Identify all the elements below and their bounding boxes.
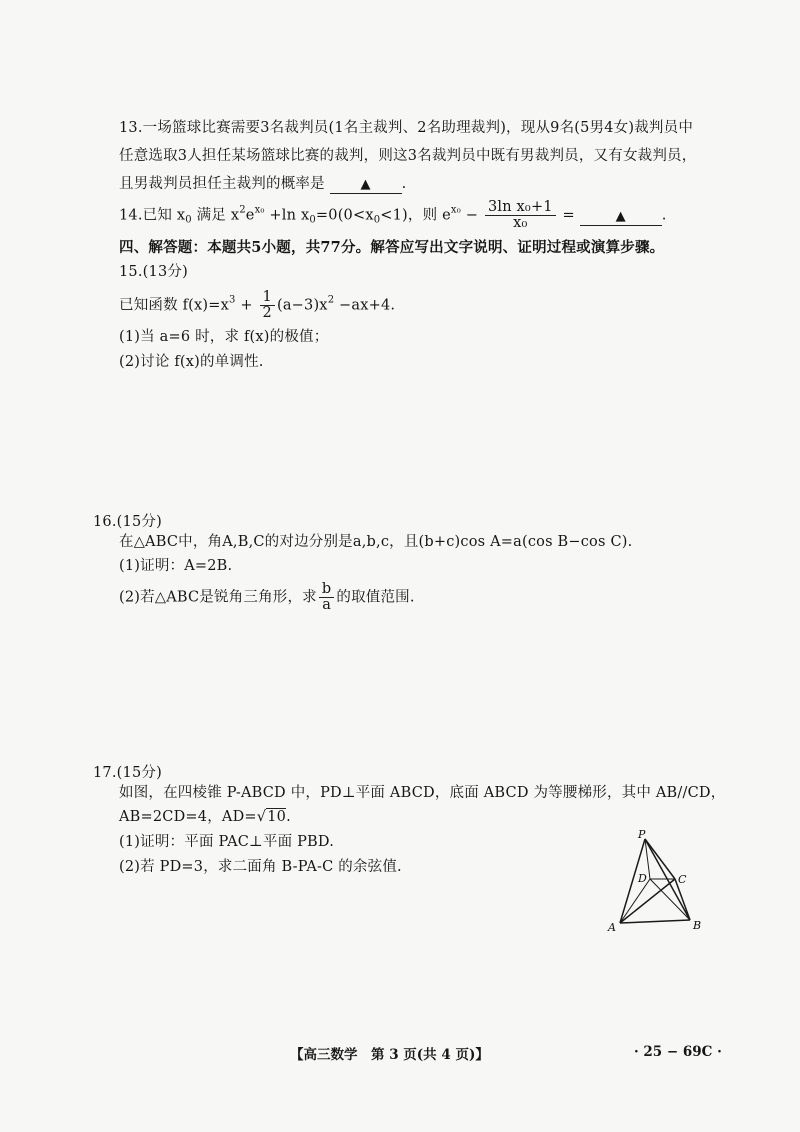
q15-frac-den: 2: [262, 305, 272, 321]
q14-frac-num: 3ln x₀+1: [485, 200, 556, 216]
q16-part2: [119, 582, 415, 613]
label-D: D: [638, 872, 647, 885]
q15-frac-num: 1: [260, 290, 275, 306]
q17-heading: 17.(15分): [93, 765, 162, 781]
sqrt-sign: √: [256, 809, 267, 825]
q14-sub-a: 0: [185, 214, 192, 226]
q14-mid5: <1)，则 e: [380, 207, 451, 224]
q14-prefix: 14.已知 x: [119, 207, 186, 224]
q15-stem: [119, 290, 395, 321]
q17-sqrt-value: 10: [267, 809, 287, 825]
q17-part1: (1)证明：平面 PAC⊥平面 PBD.: [119, 834, 335, 850]
q17-line2-a: AB=2CD=4，AD=: [119, 809, 257, 825]
q15-stem-a: 已知函数 f(x)=x: [119, 297, 229, 314]
q17-line1: 如图，在四棱锥 P-ABCD 中，PD⊥平面 ABCD，底面 ABCD 为等腰梯形，其中 AB//CD，: [119, 785, 726, 801]
q15-heading: 15.(13分): [119, 264, 188, 280]
q16-stem: 在△ABC中，角A,B,C的对边分别是a,b,c，且(b+c)cos A=a(cos B−cos C).: [119, 534, 633, 550]
pyramid-figure: [600, 826, 710, 936]
q15-stem-d: −ax+4.: [334, 297, 396, 314]
q13-line1: 13.一场篮球比赛需要3名裁判员(1名主裁判、2名助理裁判)，现从9名(5男4女)裁判员中: [119, 120, 694, 136]
triangle-icon: ▲: [615, 208, 626, 224]
edge-AD: [620, 879, 650, 923]
page-footer: 【高三数学 第 3 页(共 4 页)】: [290, 1047, 489, 1063]
q14-frac-den: x₀: [513, 215, 528, 231]
q14-line: [119, 200, 667, 231]
q13-answer-blank: [330, 176, 402, 194]
q16-part1: (1)证明：A=2B.: [119, 558, 233, 574]
q15-part2: (2)讨论 f(x)的单调性.: [119, 354, 264, 370]
q13-line2: 任意选取3人担任某场篮球比赛的裁判，则这3名裁判员中既有男裁判员，又有女裁判员，: [119, 148, 697, 164]
q14-sup-c: x₀: [450, 204, 461, 216]
q17-line2: [119, 807, 291, 827]
q16-part2-b: 的取值范围.: [336, 589, 415, 606]
edge-AB: [620, 920, 690, 923]
triangle-icon: ▲: [360, 177, 371, 192]
q14-mid2: e: [245, 207, 255, 224]
q14-sub-b: 0: [309, 214, 316, 226]
q13-line3-text: 且男裁判员担任主裁判的概率是: [119, 176, 325, 192]
q16-frac-num: b: [319, 582, 334, 598]
q14-mid4: =0(0<x: [315, 207, 374, 224]
q16-part2-a: (2)若△ABC是锐角三角形，求: [119, 589, 317, 606]
q14-sup-b: x₀: [254, 204, 265, 216]
q17-part2: (2)若 PD=3，求二面角 B-PA-C 的余弦值.: [119, 859, 402, 875]
q17-line2-b: .: [286, 809, 291, 825]
q16-frac-den: a: [322, 597, 332, 613]
q14-answer-blank: [580, 208, 662, 226]
q14-equals: =: [557, 207, 580, 224]
q13-line3: [119, 174, 406, 194]
q16-heading: 16.(15分): [93, 514, 162, 530]
q14-mid1: 满足 x: [191, 207, 240, 224]
diagonal-AC: [620, 879, 675, 923]
q15-stem-b: +: [235, 297, 258, 314]
q14-end: .: [661, 207, 667, 224]
q14-minus: −: [460, 207, 483, 224]
q15-part1: (1)当 a=6 时，求 f(x)的极值；: [119, 329, 329, 345]
exam-code: · 25 − 69C ·: [634, 1044, 722, 1060]
q14-sup-a: 2: [239, 204, 246, 216]
q15-sup-3: 3: [229, 294, 236, 306]
q14-sub-c: 0: [373, 214, 381, 226]
label-B: B: [693, 919, 702, 932]
label-A: A: [608, 921, 616, 934]
q16-fraction: [319, 582, 334, 613]
q14-fraction: [485, 200, 556, 231]
q15-sup-2: 2: [327, 294, 335, 306]
q15-fraction: [260, 290, 275, 321]
label-C: C: [678, 873, 687, 886]
section-heading: 四、解答题：本题共5小题，共77分。解答应写出文字说明、证明过程或演算步骤。: [119, 239, 665, 256]
q15-stem-c: (a−3)x: [276, 297, 328, 314]
q13-end: .: [401, 176, 407, 192]
q14-mid3: +ln x: [264, 207, 310, 224]
label-P: P: [638, 828, 646, 841]
